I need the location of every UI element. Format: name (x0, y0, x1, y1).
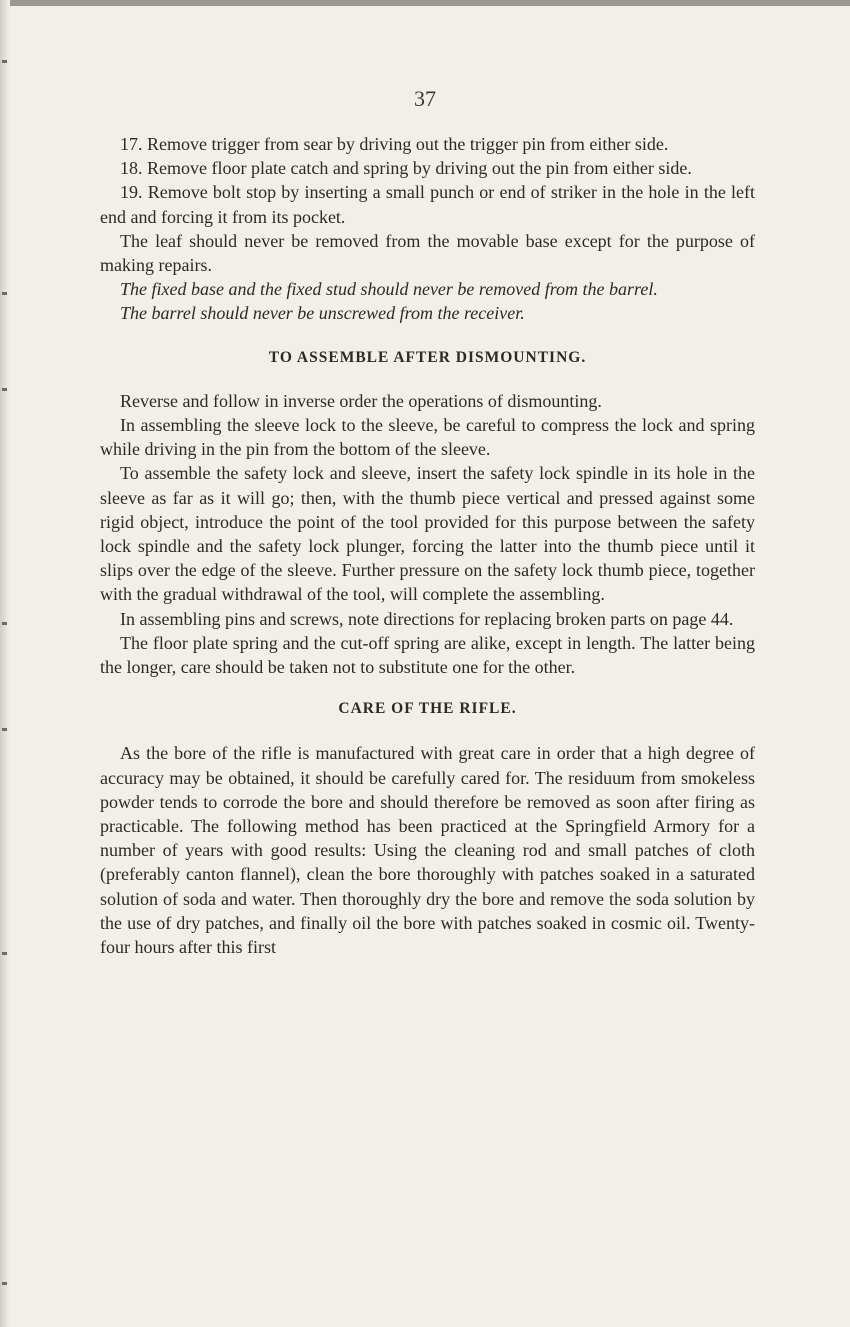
fixed-base-warning: The fixed base and the fixed stud should never be removed from the barrel. (120, 279, 658, 300)
scan-left-edge (0, 0, 10, 1327)
assemble-paragraph: In assembling the sleeve lock to the sleeve, be careful to compress the lock and spring while driving in the pin from the bottom of the sleeve. (100, 415, 755, 460)
section-heading-care: CARE OF THE RIFLE. (338, 700, 517, 718)
barrel-warning: The barrel should never be unscrewed from the receiver. (120, 303, 525, 324)
page-number: 37 (414, 86, 436, 111)
binding-mark (2, 60, 7, 63)
leaf-note: The leaf should never be removed from the movable base except for the purpose of making repairs. (100, 230, 755, 276)
assemble-paragraph: To assemble the safety lock and sleeve, insert the safety lock spindle in its hole in the sleeve as far as it will go; then, with the thumb piece vertical and pressed against some rigid object, introduce the point of the tool provided for this purpose between the safety lock spindle and the safety lock plunger, forcing the latter into the thumb piece until it slips over the edge of the sleeve. Further pressure on the safety lock thumb piece, together with the gradual withdrawal of the tool, will complete the assembling. (100, 463, 755, 605)
binding-mark (2, 1282, 7, 1285)
binding-mark (2, 952, 7, 955)
step-17: 17. Remove trigger from sear by driving out the trigger pin from either side. (120, 134, 669, 154)
binding-mark (2, 622, 7, 625)
assemble-paragraph: Reverse and follow in inverse order the operations of dismounting. (120, 390, 602, 411)
step-18: 18. Remove floor plate catch and spring by driving out the pin from either side. (120, 158, 692, 179)
binding-mark (2, 728, 7, 731)
care-paragraph: As the bore of the rifle is manufactured with great care in order that a high degree of accuracy may be obtained, it should be carefully cared for. The residuum from smokeless powder tends to corrode the bore and should therefore be removed as soon after firing as practicable. The following method has been practiced at the Springfield Armory for a number of years with good results: Using the cleaning rod and small patches of cloth (preferably canton flannel), clean the bore thoroughly with patches soaked in a saturated solution of soda and water. Then thoroughly dry the bore and remove the soda solution by the use of dry patches, and finally oil the bore with patches soaked in cosmic oil. Twenty-four hours after this first (100, 743, 755, 958)
scan-top-edge (0, 0, 850, 6)
assemble-paragraph: The floor plate spring and the cut-off spring are alike, except in length. The latter being the longer, care should be taken not to substitute one for the other. (100, 632, 755, 678)
section-heading-assemble: TO ASSEMBLE AFTER DISMOUNTING. (268, 348, 587, 366)
binding-mark (2, 292, 7, 295)
binding-mark (2, 388, 7, 391)
page-body (100, 132, 755, 959)
step-19: 19. Remove bolt stop by inserting a small punch or end of striker in the hole in the left end and forcing it from its pocket. (100, 182, 755, 227)
assemble-paragraph: In assembling pins and screws, note directions for replacing broken parts on page 44. (120, 608, 734, 629)
